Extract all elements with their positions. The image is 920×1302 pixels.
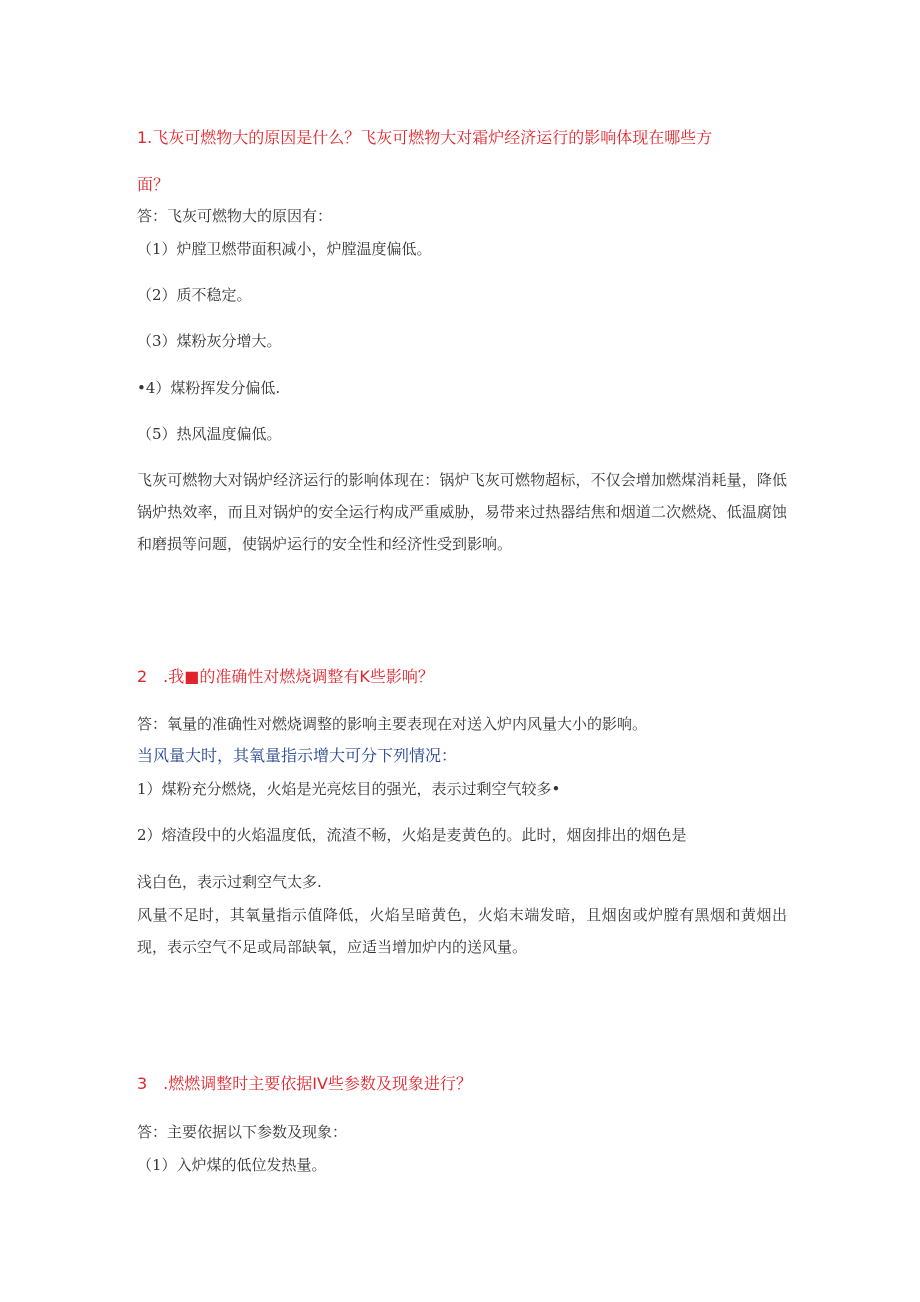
question-1-line-1: 1.飞灰可燃物大的原因是什么？飞灰可燃物大对霜炉经济运行的影响体现在哪些方: [137, 128, 713, 147]
answer-3-intro: 答：主要依据以下参数及现象：: [137, 1123, 348, 1141]
question-2: 2 .我■的准确性对燃烧调整有K些影响？: [137, 667, 434, 686]
answer-1-item-4: •4）煤粉挥发分偏低.: [137, 379, 281, 397]
question-3: 3 .燃燃调整时主要依据IV些参数及现象进行？: [137, 1074, 472, 1093]
answer-3-item-1: （1）入炉煤的低位发热量。: [137, 1156, 327, 1174]
answer-2-subheading: 当风量大时，其氧量指示增大可分下列情况：: [137, 746, 458, 765]
answer-1-conclusion: 飞灰可燃物大对锅炉经济运行的影响体现在：锅炉飞灰可燃物超标，不仅会增加燃煤消耗量，降低锅炉热效率，而且对锅炉的安全运行构成严重威胁，易带来过热器结焦和烟道二次燃烧、低温腐蚀和磨损等问题，使锅炉运行的安全性和经济性受到影响。: [137, 471, 787, 553]
answer-1-item-5: （5）热风温度偏低。: [137, 425, 282, 443]
answer-2-item-1: 1）煤粉充分燃烧，火焰是光亮炫目的强光，表示过剩空气较多•: [137, 780, 561, 798]
answer-2-intro: 答：氧量的准确性对燃烧调整的影响主要表现在对送入炉内风量大小的影响。: [137, 715, 648, 733]
answer-2-conclusion: 风量不足时，其氧量指示值降低，火焰呈暗黄色，火焰末端发暗，且烟囱或炉膛有黑烟和黄烟出现，表示空气不足或局部缺氧，应适当增加炉内的送风量。: [137, 906, 787, 956]
answer-1-item-2: （2）质不稳定。: [137, 286, 252, 304]
answer-1-item-1: （1）炉膛卫燃带面积减小，炉膛温度偏低。: [137, 240, 432, 258]
answer-2-item-2: 2）熔渣段中的火焰温度低，流渣不畅，火焰是麦黄色的。此时，烟囱排出的烟色是: [137, 826, 687, 844]
answer-1-item-3: （3）煤粉灰分增大。: [137, 332, 282, 350]
answer-1-intro: 答：飞灰可燃物大的原因有：: [137, 207, 333, 225]
question-1-line-2: 面？: [137, 175, 170, 194]
answer-2-item-2-continued: 浅白色，表示过剩空气太多.: [137, 873, 322, 891]
